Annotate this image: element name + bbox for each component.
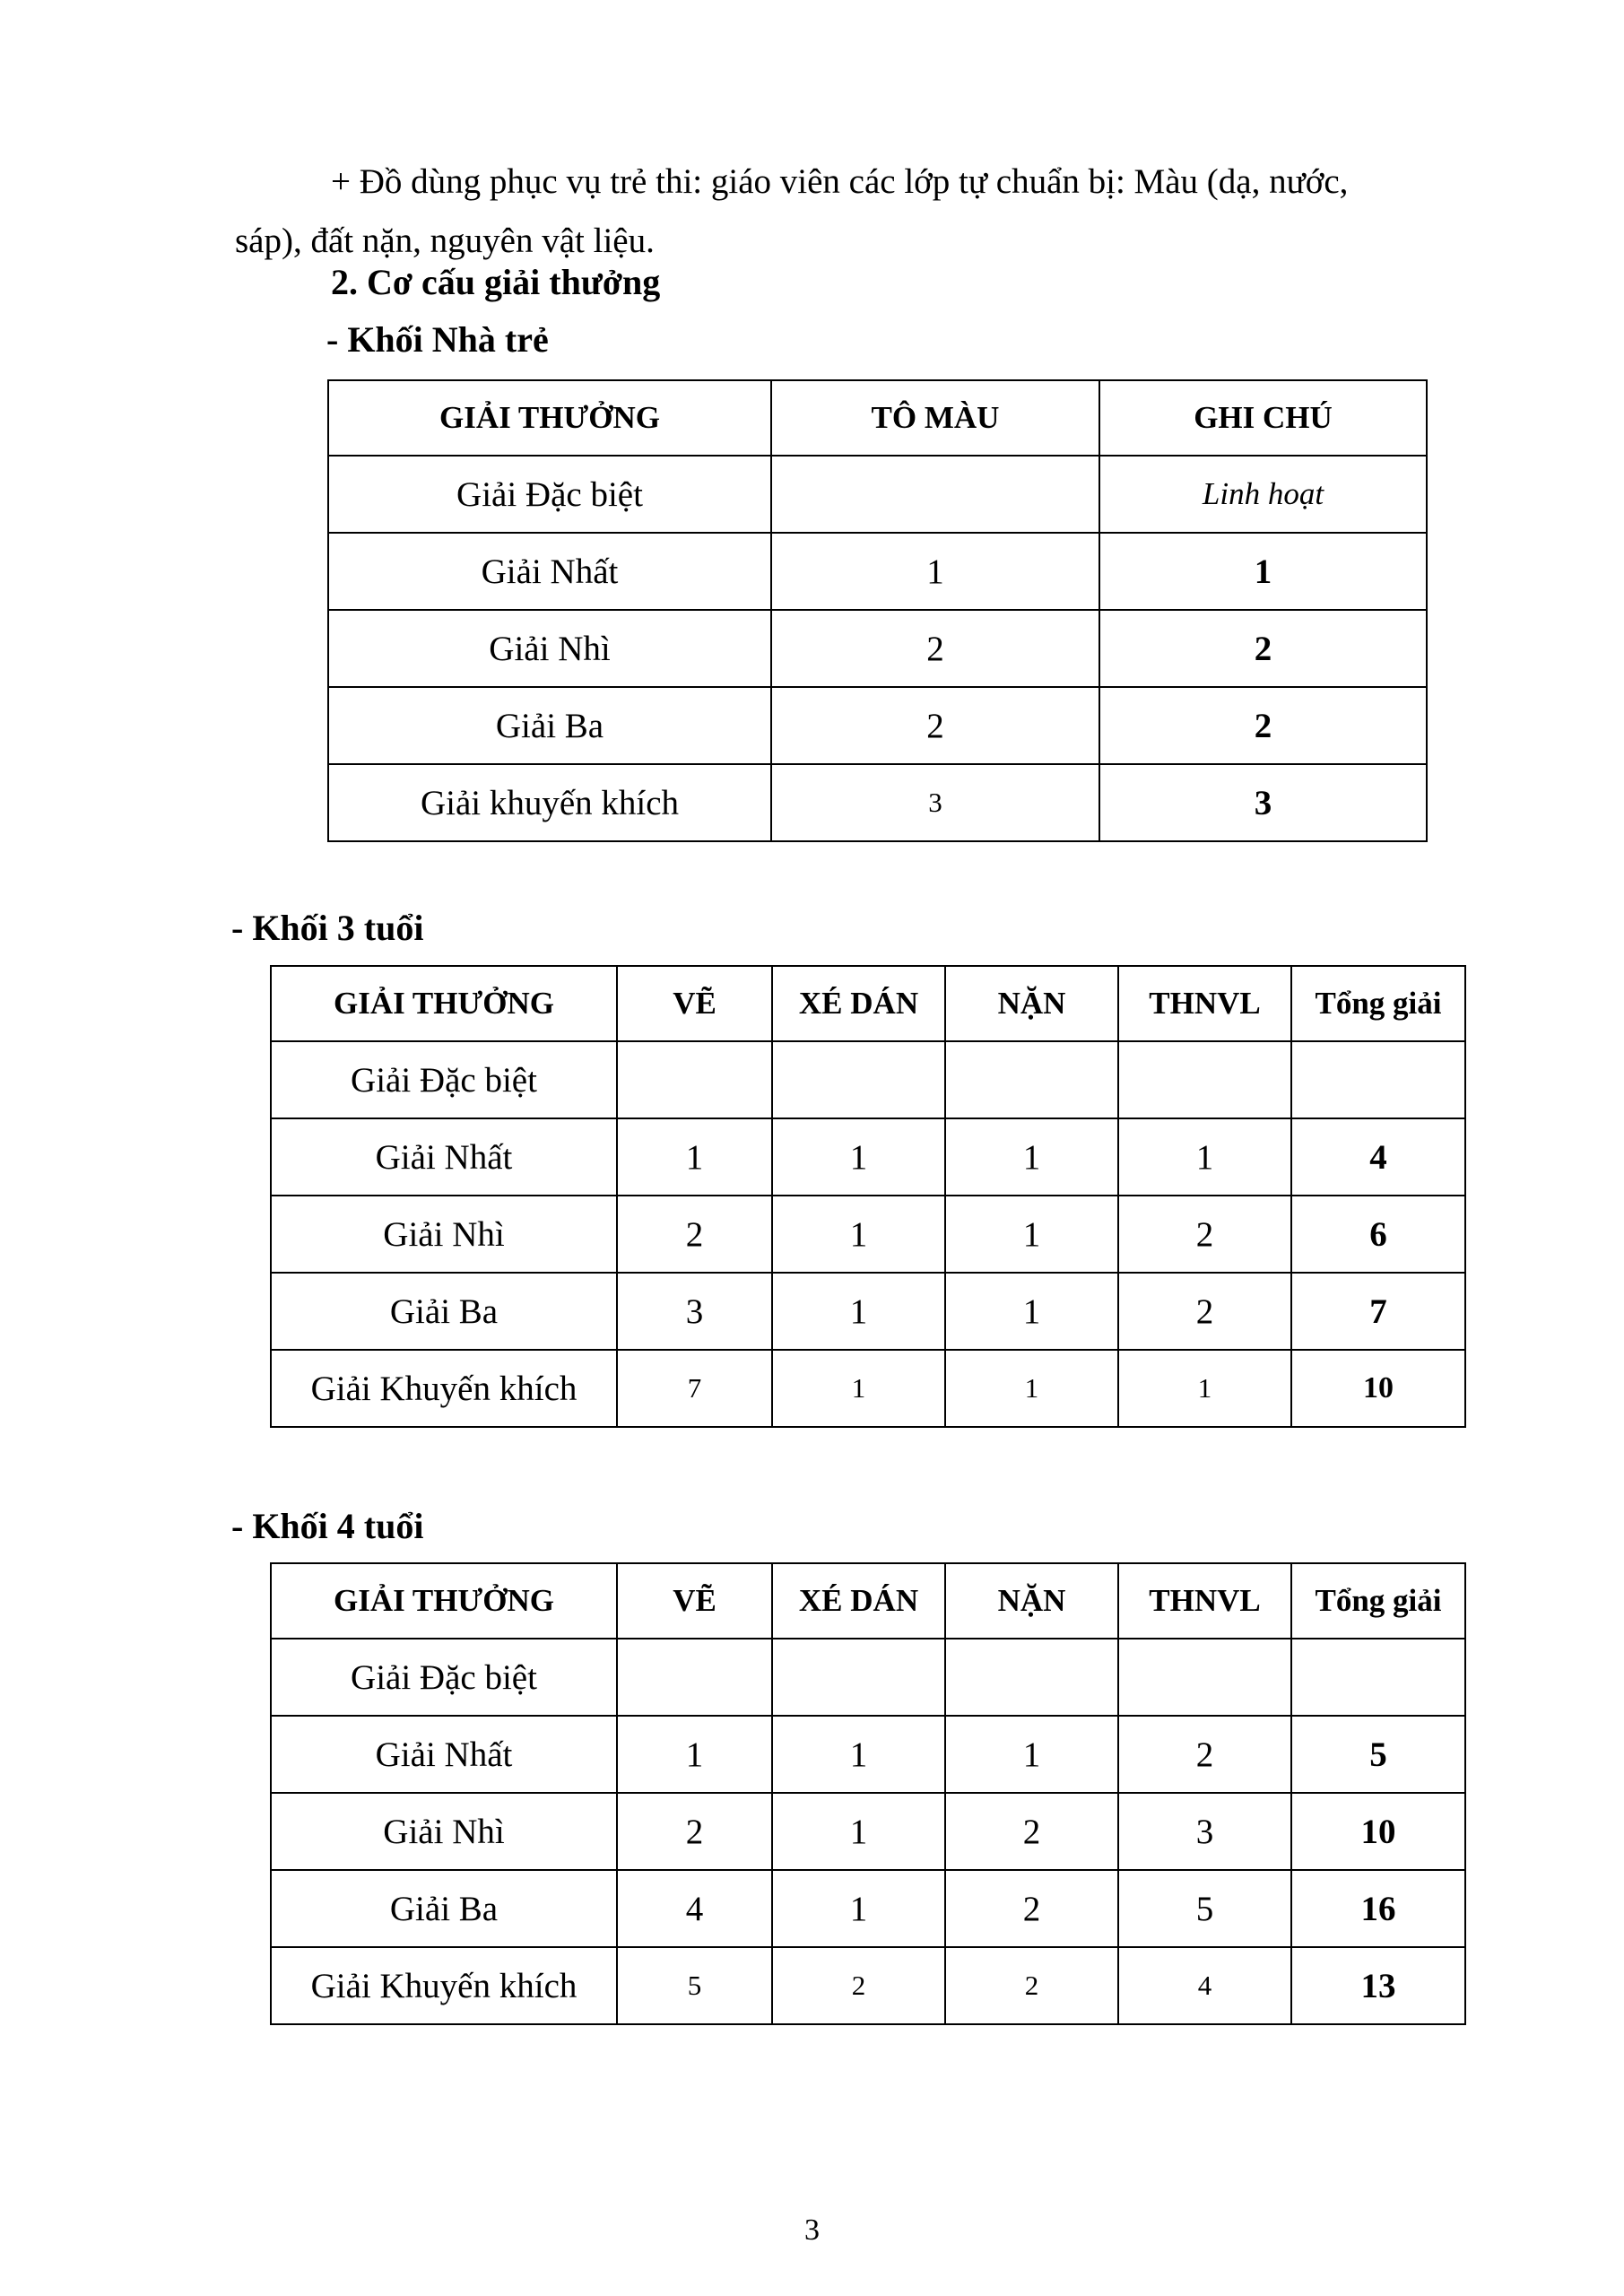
header-cell: THNVL: [1118, 1563, 1291, 1639]
table-cell: 5: [1118, 1870, 1291, 1947]
table-cell: [617, 1639, 772, 1716]
header-cell: THNVL: [1118, 966, 1291, 1041]
table-row: [271, 1273, 1465, 1350]
table-cell: [1118, 1041, 1291, 1118]
prize-name: Giải Ba: [271, 1870, 617, 1947]
prize-name: Giải Khuyến khích: [271, 1947, 617, 2024]
table-cell: 1: [772, 1716, 945, 1793]
table-row: [271, 1716, 1465, 1793]
table-cell: 1: [772, 1793, 945, 1870]
total-cell: 13: [1291, 1947, 1465, 2024]
prize-name: Giải Nhất: [271, 1118, 617, 1196]
table-cell: 1: [945, 1196, 1118, 1273]
total-cell: 7: [1291, 1273, 1465, 1350]
table-cell: 1: [772, 1118, 945, 1196]
table-cell: 1: [772, 1870, 945, 1947]
table-row: [328, 687, 1427, 764]
total-cell: 5: [1291, 1716, 1465, 1793]
total-cell: 10: [1291, 1793, 1465, 1870]
table-cell: 3: [617, 1273, 772, 1350]
table-cell: 2: [771, 687, 1099, 764]
page-number: 3: [804, 2213, 820, 2247]
table-row: [328, 456, 1427, 533]
prize-name: Giải khuyến khích: [328, 764, 771, 841]
khoi-4-title: - Khối 4 tuổi: [231, 1506, 424, 1546]
table-cell: [772, 1041, 945, 1118]
table-cell: 1: [945, 1350, 1118, 1427]
table-cell: 1: [771, 533, 1099, 610]
table-row: [271, 1947, 1465, 2024]
table-cell: 2: [945, 1870, 1118, 1947]
prize-name: Giải Ba: [328, 687, 771, 764]
khoi-4-table: [270, 1562, 1466, 2025]
table-cell: [772, 1639, 945, 1716]
nha-tre-title: - Khối Nhà trẻ: [326, 319, 549, 360]
table-cell: 1: [772, 1350, 945, 1427]
table-cell: [945, 1041, 1118, 1118]
note-cell: 2: [1099, 687, 1427, 764]
table-cell: [945, 1639, 1118, 1716]
table-cell: 1: [617, 1716, 772, 1793]
header-cell: GIẢI THƯỞNG: [271, 1563, 617, 1639]
total-cell: [1291, 1041, 1465, 1118]
header-cell: XÉ DÁN: [772, 966, 945, 1041]
table-cell: 4: [1118, 1947, 1291, 2024]
total-cell: 10: [1291, 1350, 1465, 1427]
header-cell: NẶN: [945, 966, 1118, 1041]
table-row: [328, 764, 1427, 841]
intro-line-1: + Đồ dùng phục vụ trẻ thi: giáo viên các lớp tự chuẩn bị: Màu (dạ, nước,: [331, 162, 1349, 201]
header-cell: XÉ DÁN: [772, 1563, 945, 1639]
khoi-3-title: - Khối 3 tuổi: [231, 908, 424, 948]
table-row: [271, 1118, 1465, 1196]
prize-name: Giải Nhì: [328, 610, 771, 687]
header-cell: TÔ MÀU: [771, 380, 1099, 456]
table-cell: [1118, 1639, 1291, 1716]
table-cell: 2: [771, 610, 1099, 687]
note-cell: 3: [1099, 764, 1427, 841]
table-header-row: [328, 380, 1427, 456]
header-cell: GIẢI THƯỞNG: [328, 380, 771, 456]
table-cell: 2: [945, 1793, 1118, 1870]
prize-name: Giải Đặc biệt: [271, 1639, 617, 1716]
prize-name: Giải Nhất: [328, 533, 771, 610]
prize-name: Giải Nhì: [271, 1793, 617, 1870]
table-cell: 2: [617, 1793, 772, 1870]
table-cell: 1: [1118, 1350, 1291, 1427]
prize-name: Giải Nhì: [271, 1196, 617, 1273]
header-cell: GHI CHÚ: [1099, 380, 1427, 456]
header-cell: NẶN: [945, 1563, 1118, 1639]
table-header-row: [271, 966, 1465, 1041]
total-cell: 6: [1291, 1196, 1465, 1273]
table-cell: 1: [772, 1196, 945, 1273]
table-cell: 4: [617, 1870, 772, 1947]
header-cell: VẼ: [617, 1563, 772, 1639]
table-cell: 1: [945, 1716, 1118, 1793]
table-cell: [617, 1041, 772, 1118]
header-cell: Tổng giải: [1291, 966, 1465, 1041]
prize-name: Giải Đặc biệt: [271, 1041, 617, 1118]
table-cell: 1: [772, 1273, 945, 1350]
nha-tre-table: [327, 379, 1428, 842]
total-cell: 4: [1291, 1118, 1465, 1196]
table-row: [271, 1041, 1465, 1118]
note-cell: Linh hoạt: [1099, 456, 1427, 533]
table-row: [271, 1870, 1465, 1947]
table-cell: 1: [945, 1118, 1118, 1196]
note-cell: 2: [1099, 610, 1427, 687]
table-row: [271, 1350, 1465, 1427]
table-row: [328, 610, 1427, 687]
table-cell: 1: [1118, 1118, 1291, 1196]
note-cell: 1: [1099, 533, 1427, 610]
table-cell: 2: [772, 1947, 945, 2024]
section-title: 2. Cơ cấu giải thưởng: [331, 262, 661, 302]
table-cell: 3: [1118, 1793, 1291, 1870]
header-cell: GIẢI THƯỞNG: [271, 966, 617, 1041]
table-header-row: [271, 1563, 1465, 1639]
table-cell: 3: [771, 764, 1099, 841]
total-cell: 16: [1291, 1870, 1465, 1947]
intro-line-2: sáp), đất nặn, nguyên vật liệu.: [235, 222, 655, 260]
table-row: [271, 1639, 1465, 1716]
header-cell: Tổng giải: [1291, 1563, 1465, 1639]
header-cell: VẼ: [617, 966, 772, 1041]
table-cell: 2: [1118, 1273, 1291, 1350]
table-cell: 1: [617, 1118, 772, 1196]
table-row: [271, 1196, 1465, 1273]
table-cell: 1: [945, 1273, 1118, 1350]
table-cell: 2: [617, 1196, 772, 1273]
table-cell: [771, 456, 1099, 533]
table-row: [271, 1793, 1465, 1870]
table-row: [328, 533, 1427, 610]
prize-name: Giải Ba: [271, 1273, 617, 1350]
prize-name: Giải Khuyến khích: [271, 1350, 617, 1427]
table-cell: 5: [617, 1947, 772, 2024]
table-cell: 2: [1118, 1716, 1291, 1793]
table-cell: 2: [1118, 1196, 1291, 1273]
total-cell: [1291, 1639, 1465, 1716]
prize-name: Giải Nhất: [271, 1716, 617, 1793]
khoi-3-table: [270, 965, 1466, 1428]
intro-paragraph: [235, 152, 1481, 271]
table-cell: 7: [617, 1350, 772, 1427]
table-cell: 2: [945, 1947, 1118, 2024]
prize-name: Giải Đặc biệt: [328, 456, 771, 533]
